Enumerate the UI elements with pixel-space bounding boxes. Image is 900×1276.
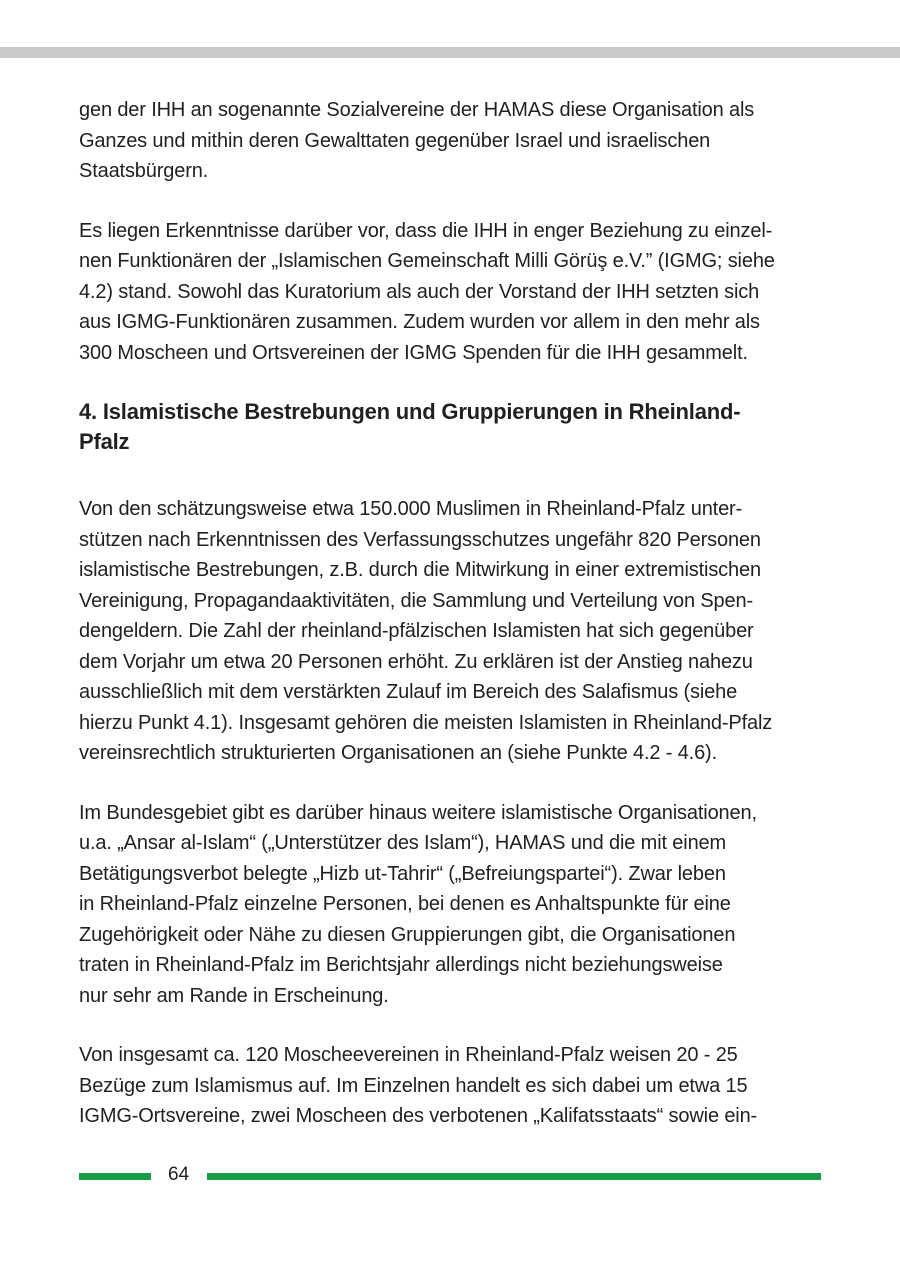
text-line: Ganzes und mithin deren Gewalttaten gegenüber Israel und israelischen xyxy=(79,129,711,152)
text-line: Von den schätzungsweise etwa 150.000 Muslimen in Rheinland-Pfalz unter- xyxy=(79,498,743,520)
heading-line: 4. Islamistische Bestrebungen und Gruppierungen in Rheinland- xyxy=(79,399,741,424)
text-line: vereinsrechtlich strukturierten Organisationen an (siehe Punkte 4.2 - 4.6). xyxy=(79,742,717,764)
paragraph-ihh-hamas xyxy=(79,95,824,187)
text-line: aus IGMG-Funktionären zusammen. Zudem wurden vor allem in den mehr als xyxy=(79,311,760,333)
paragraph-ihh-igmg xyxy=(79,216,824,369)
text-line: Staatsbürgern. xyxy=(79,160,209,182)
text-line: ausschließlich mit dem verstärkten Zulauf im Bereich des Salafismus (siehe xyxy=(79,681,738,703)
page-content xyxy=(79,95,824,1161)
text-line: nen Funktionären der „Islamischen Gemeinschaft Milli Görüş e.V.” (IGMG; siehe xyxy=(79,250,775,272)
text-line: 4.2) stand. Sowohl das Kuratorium als auch der Vorstand der IHH setzten sich xyxy=(79,280,760,303)
text-line: dengeldern. Die Zahl der rheinland-pfälzischen Islamisten hat sich gegenüber xyxy=(79,620,754,642)
text-line: IGMG-Ortsvereine, zwei Moscheen des verbotenen „Kalifatsstaats“ sowie ein- xyxy=(79,1105,758,1127)
text-line: Zugehörigkeit oder Nähe zu diesen Gruppierungen gibt, die Organisationen xyxy=(79,923,736,946)
heading-line: Pfalz xyxy=(79,429,130,454)
text-line: dem Vorjahr um etwa 20 Personen erhöht. Zu erklären ist der Anstieg nahezu xyxy=(79,650,753,673)
text-line: gen der IHH an sogenannte Sozialvereine der HAMAS diese Organisation als xyxy=(79,99,755,121)
text-line: Von insgesamt ca. 120 Moscheevereinen in Rheinland-Pfalz weisen 20 - 25 xyxy=(79,1044,738,1066)
text-line: Im Bundesgebiet gibt es darüber hinaus weitere islamistische Organisationen, xyxy=(79,801,757,824)
footer-accent-bar-left xyxy=(79,1173,151,1180)
text-line: Vereinigung, Propagandaaktivitäten, die Sammlung und Verteilung von Spen- xyxy=(79,589,753,612)
paragraph-federal-organisations xyxy=(79,798,824,1012)
paragraph-mosque-associations xyxy=(79,1040,824,1132)
section-heading xyxy=(79,397,824,457)
text-line: traten in Rheinland-Pfalz im Berichtsjahr allerdings nicht beziehungsweise xyxy=(79,954,723,976)
paragraph-muslims-count xyxy=(79,494,824,769)
page-number: 64 xyxy=(168,1164,190,1185)
text-line: hierzu Punkt 4.1). Insgesamt gehören die meisten Islamisten in Rheinland-Pfalz xyxy=(79,711,773,734)
text-line: Betätigungsverbot belegte „Hizb ut-Tahrir“ („Befreiungspartei“). Zwar leben xyxy=(79,862,726,885)
text-line: Bezüge zum Islamismus auf. Im Einzelnen handelt es sich dabei um etwa 15 xyxy=(79,1074,748,1097)
page-footer xyxy=(79,1162,821,1188)
text-line: nur sehr am Rande in Erscheinung. xyxy=(79,984,389,1007)
text-line: islamistische Bestrebungen, z.B. durch die Mitwirkung in einer extremistischen xyxy=(79,559,761,581)
footer-accent-bar-right xyxy=(207,1173,821,1180)
text-line: Es liegen Erkenntnisse darüber vor, dass die IHH in enger Beziehung zu einzel- xyxy=(79,219,773,242)
text-line: in Rheinland-Pfalz einzelne Personen, bei denen es Anhaltspunkte für eine xyxy=(79,893,731,915)
text-line: u.a. „Ansar al-Islam“ („Unterstützer des Islam“), HAMAS und die mit einem xyxy=(79,832,727,854)
top-divider xyxy=(0,47,900,58)
text-line: 300 Moscheen und Ortsvereinen der IGMG Spenden für die IHH gesammelt. xyxy=(79,341,748,364)
text-line: stützen nach Erkenntnissen des Verfassungsschutzes ungefähr 820 Personen xyxy=(79,528,761,551)
